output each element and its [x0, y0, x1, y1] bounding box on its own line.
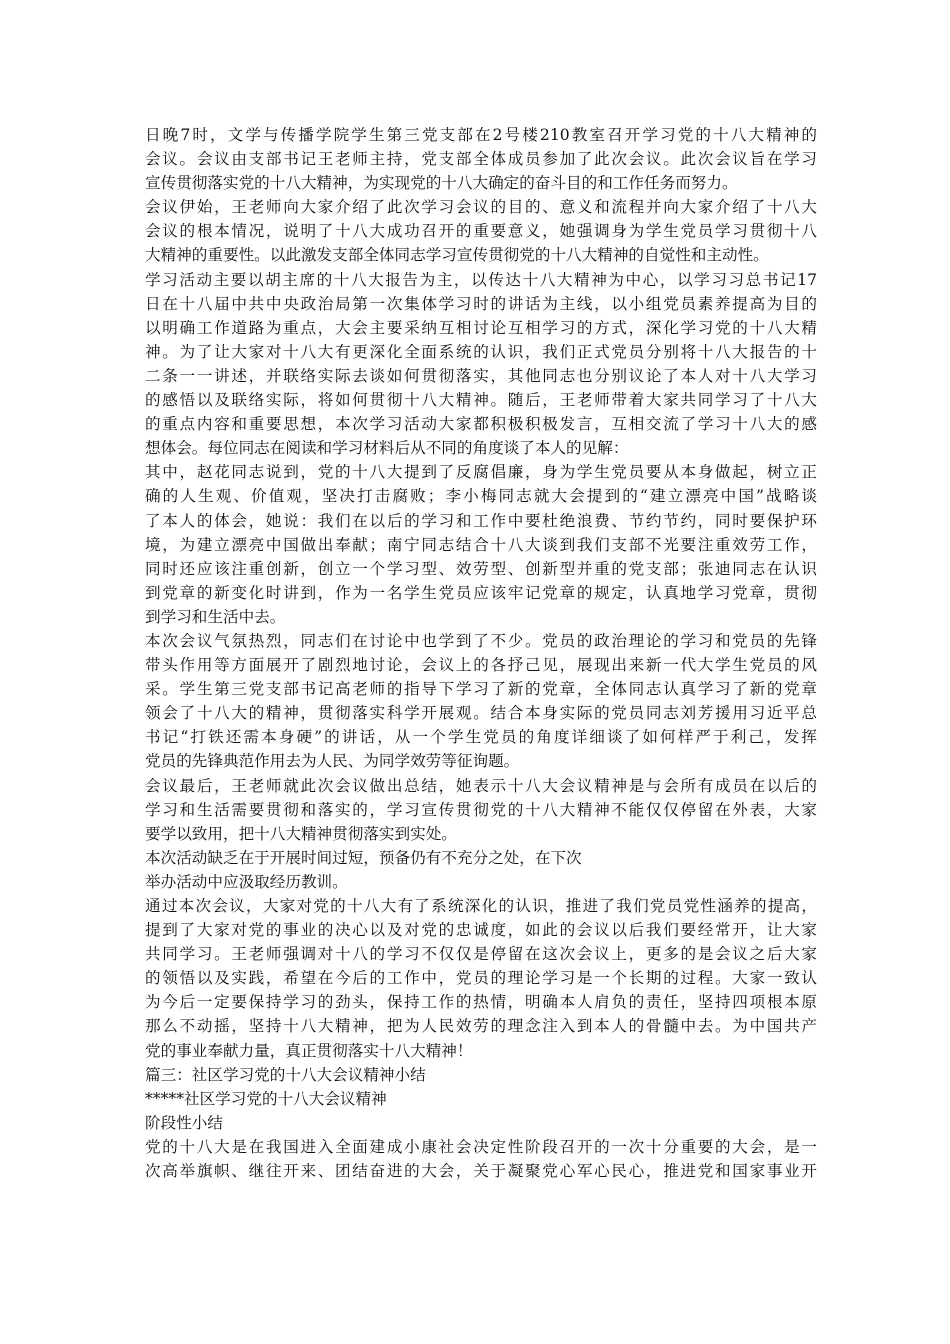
text-line: 次高举旗帜、继往开来、团结奋进的大会，关于凝聚党心军心民心，推进党和国家事业开 — [145, 1162, 817, 1181]
text-line: 书记“打铁还需本身硬”的讲话，从一个学生党员的角度详细谈了如何样严于利己，发挥 — [145, 728, 817, 747]
text-line: 的感悟以及联络实际，将如何贯彻十八大精神。随后，王老师带着大家共同学习了十八大 — [145, 391, 817, 410]
text-line: 大精神的重要性。以此激发支部全体同志学习宣传贯彻党的十八大精神的自觉性和主动性。 — [145, 246, 769, 265]
text-line: 会议伊始，王老师向大家介绍了此次学习会议的目的、意义和流程并向大家介绍了十八大 — [145, 198, 817, 217]
section-heading: 篇三：社区学习党的十八大会议精神小结 — [145, 1065, 426, 1084]
text-line: 同时还应该注重创新，创立一个学习型、效劳型、创新型并重的党支部；张迪同志在认识 — [145, 559, 817, 578]
section-title: *****社区学习党的十八大会议精神 — [145, 1089, 387, 1108]
text-line: 本次会议气氛热烈，同志们在讨论中也学到了不少。党员的政治理论的学习和党员的先锋 — [145, 631, 817, 650]
section-subtitle: 阶段性小结 — [145, 1113, 223, 1132]
text-line: 共同学习。王老师强调对十八的学习不仅仅是停留在这次会议上，更多的是会议之后大家 — [145, 945, 817, 964]
text-line: 党的事业奉献力量，真正贯彻落实十八大精神！ — [145, 1041, 473, 1060]
text-line: 领会了十八大的精神，贯彻落实科学开展观。结合本身实际的党员同志刘芳援用习近平总 — [145, 704, 817, 723]
text-line: 会议最后，王老师就此次会议做出总结，她表示十八大会议精神是与会所有成员在以后的 — [145, 776, 817, 795]
text-line: 本次活动缺乏在于开展时间过短，预备仍有不充分之处，在下次 — [145, 848, 582, 867]
text-line: 境，为建立漂亮中国做出奉献；南宁同志结合十八大谈到我们支部不光要注重效劳工作， — [145, 535, 817, 554]
text-line: 那么不动摇，坚持十八大精神，把为人民效劳的理念注入到本人的骨髓中去。为中国共产 — [145, 1017, 817, 1036]
text-line: 会议。会议由支部书记王老师主持，党支部全体成员参加了此次会议。此次会议旨在学习 — [145, 150, 817, 169]
text-line: 为今后一定要保持学习的劲头，保持工作的热情，明确本人肩负的责任，坚持四项根本原 — [145, 993, 817, 1012]
text-line: 党的十八大是在我国进入全面建成小康社会决定性阶段召开的一次十分重要的大会，是一 — [145, 1137, 817, 1156]
text-line: 学习和生活需要贯彻和落实的，学习宣传贯彻党的十八大精神不能仅仅停留在外表，大家 — [145, 800, 817, 819]
text-line: 通过本次会议，大家对党的十八大有了系统深化的认识，推进了我们党员党性涵养的提高， — [145, 897, 817, 915]
text-line: 会议的根本情况，说明了十八大成功召开的重要意义，她强调身为学生党员学习贯彻十八 — [145, 222, 817, 241]
text-line: 要学以致用，把十八大精神贯彻落实到实处。 — [145, 824, 457, 843]
text-line: 宣传贯彻落实党的十八大精神，为实现党的十八大确定的奋斗目的和工作任务而努力。 — [145, 174, 738, 193]
text-line: 的重点内容和重要思想，本次学习活动大家都积极积极发言，互相交流了学习十八大的感 — [145, 415, 817, 434]
text-line: 二条一一讲述，并联络实际去谈如何贯彻落实，其他同志也分别议论了本人对十八大学习 — [145, 366, 817, 385]
text-line: 举办活动中应汲取经历教训。 — [145, 872, 348, 891]
text-line: 日在十八届中共中央政治局第一次集体学习时的讲话为主线，以小组党员素养提高为目的 — [145, 294, 817, 313]
text-line: 到党章的新变化时讲到，作为一名学生党员应该牢记党章的规定，认真地学习党章，贯彻 — [145, 583, 817, 602]
text-line: 神。为了让大家对十八大有更深化全面系统的认识，我们正式党员分别将十八大报告的十 — [145, 342, 817, 361]
document-body — [145, 123, 817, 1183]
text-line: 党员的先锋典范作用去为人民、为同学效劳等征询题。 — [145, 752, 520, 771]
text-line: 想体会。每位同志在阅读和学习材料后从不同的角度谈了本人的见解： — [145, 439, 629, 458]
text-line: 带头作用等方面展开了剧烈地讨论，会议上的各抒己见，展现出来新一代大学生党员的风 — [145, 656, 817, 675]
text-line: 了本人的体会，她说：我们在以后的学习和工作中要杜绝浪费、节约节约，同时要保护环 — [145, 511, 817, 530]
text-line: 到学习和生活中去。 — [145, 607, 286, 626]
text-line: 学习活动主要以胡主席的十八大报告为主，以传达十八大精神为中心，以学习习总书记17 — [145, 270, 817, 289]
text-line: 确的人生观、价值观，坚决打击腐败；李小梅同志就大会提到的“建立漂亮中国”战略谈 — [145, 487, 817, 506]
text-line: 日晚7时，文学与传播学院学生第三党支部在2号楼210教室召开学习党的十八大精神的 — [145, 126, 817, 144]
text-line: 的领悟以及实践，希望在今后的工作中，党员的理论学习是一个长期的过程。大家一致认 — [145, 969, 817, 988]
text-line: 以明确工作道路为重点，大会主要采纳互相讨论互相学习的方式，深化学习党的十八大精 — [145, 318, 817, 337]
text-line: 采。学生第三党支部书记高老师的指导下学习了新的党章，全体同志认真学习了新的党章 — [145, 680, 817, 699]
text-line: 其中，赵花同志说到，党的十八大提到了反腐倡廉，身为学生党员要从本身做起，树立正 — [145, 463, 817, 482]
text-line: 提到了大家对党的事业的决心以及对党的忠诚度，如此的会议以后我们要经常开，让大家 — [145, 921, 817, 940]
